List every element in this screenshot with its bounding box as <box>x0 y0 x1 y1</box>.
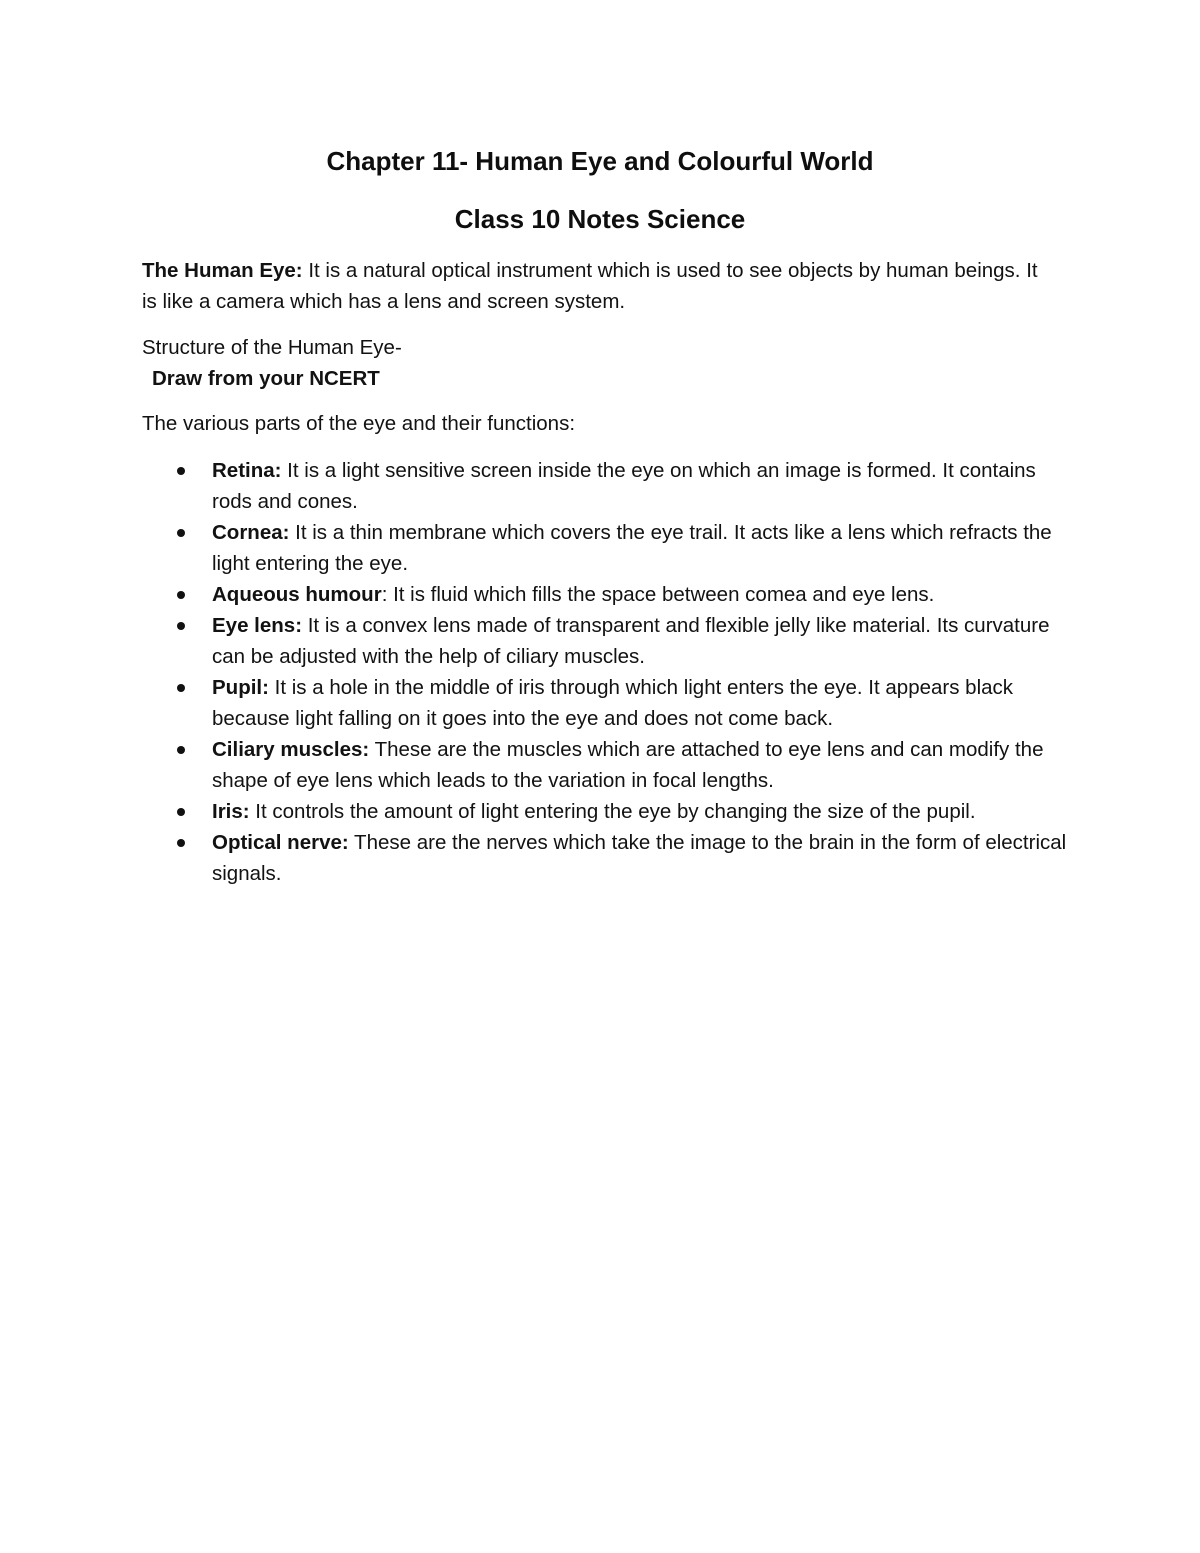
list-item-text: It is a convex lens made of transparent and flexible jelly like material. Its curvature can be adjusted with the help of ciliary muscles. <box>212 614 1050 668</box>
list-item-term: Iris: <box>212 800 250 823</box>
list-item-retina <box>142 455 1072 517</box>
list-item-cornea <box>142 517 1072 579</box>
list-item-term: Aqueous humour <box>212 583 382 606</box>
list-item-term: Pupil: <box>212 676 269 699</box>
intro-term: The Human Eye: <box>142 259 303 282</box>
list-item-eye-lens <box>142 610 1072 672</box>
list-item-text: It is a light sensitive screen inside the eye on which an image is formed. It contains rods and cones. <box>212 459 1036 513</box>
list-item-text: It is a hole in the middle of iris through which light enters the eye. It appears black because light falling on it goes into the eye and does not come back. <box>212 676 1014 730</box>
bullet-icon <box>177 529 185 537</box>
list-item-term: Optical nerve: <box>212 831 349 854</box>
bullet-icon <box>177 622 185 630</box>
list-item-text: : It is fluid which fills the space between comea and eye lens. <box>381 583 935 606</box>
list-item-optical-nerve <box>142 827 1072 889</box>
structure-section <box>142 332 1042 394</box>
list-item-text: These are the nerves which take the image to the brain in the form of electrical signals. <box>212 831 1067 885</box>
structure-heading: Structure of the Human Eye- <box>142 336 402 359</box>
bullet-icon <box>177 684 185 692</box>
list-item-iris <box>142 796 1072 827</box>
structure-note: Draw from your NCERT <box>152 367 380 390</box>
document-subtitle: Class 10 Notes Science <box>454 204 746 234</box>
parts-heading: The various parts of the eye and their functions: <box>142 412 576 435</box>
document-title: Chapter 11- Human Eye and Colourful World <box>326 146 874 176</box>
list-item-text: It is a thin membrane which covers the eye trail. It acts like a lens which refracts the light entering the eye. <box>212 521 1052 575</box>
bullet-icon <box>177 808 185 816</box>
bullet-icon <box>177 839 185 847</box>
list-item-text: It controls the amount of light entering the eye by changing the size of the pupil. <box>249 800 976 823</box>
list-item-pupil <box>142 672 1072 734</box>
list-item-term: Retina: <box>212 459 282 482</box>
list-item-term: Cornea: <box>212 521 290 544</box>
bullet-icon <box>177 467 185 475</box>
list-item-term: Ciliary muscles: <box>212 738 370 761</box>
intro-paragraph <box>142 255 1042 317</box>
bullet-icon <box>177 591 185 599</box>
list-item-aqueous-humour <box>142 579 1072 610</box>
intro-text: It is a natural optical instrument which is used to see objects by human beings. It is like a camera which has a lens and screen system. <box>142 259 1038 313</box>
list-item-term: Eye lens: <box>212 614 303 637</box>
list-item-text: These are the muscles which are attached to eye lens and can modify the shape of eye lens which leads to the variation in focal lengths. <box>212 738 1044 792</box>
bullet-icon <box>177 746 185 754</box>
parts-list <box>142 455 1072 889</box>
list-item-ciliary-muscles <box>142 734 1072 796</box>
